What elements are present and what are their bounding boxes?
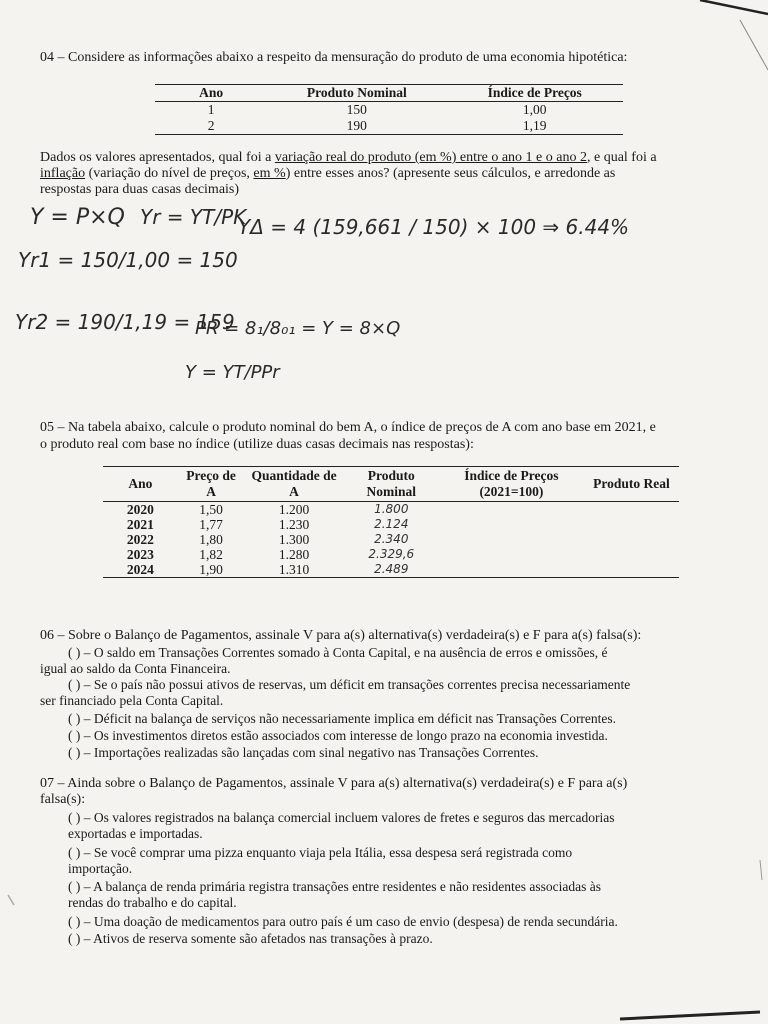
cell: 1,77 bbox=[199, 517, 223, 532]
text: , e qual foi a bbox=[586, 150, 657, 165]
q7-prompt-line1: 07 – Ainda sobre o Balanço de Pagamentos, assinale V para a(s) alternativa(s) verdadeira(s) e F para a(s) bbox=[40, 776, 628, 791]
q7-option-4: ( ) – Uma doação de medicamentos para outro país é um caso de envio (despesa) de renda secundária. bbox=[68, 914, 618, 929]
cell: 190 bbox=[267, 118, 446, 135]
cell: 2 bbox=[155, 118, 267, 135]
q6-option-1-line1: ( ) – O saldo em Transações Correntes somado à Conta Capital, e na ausência de erros e omissões, é bbox=[68, 645, 608, 660]
cell: 1.230 bbox=[278, 517, 310, 532]
cell: 1,82 bbox=[199, 547, 223, 562]
underlined-text: em % bbox=[253, 166, 286, 181]
handwriting-real-year1: Yr1 = 150/1,00 = 150 bbox=[18, 248, 238, 272]
handwriting-formula-1: Y = P×Q bbox=[30, 205, 125, 230]
q5-header-indice: Índice de Preços (2021=100) bbox=[439, 467, 584, 502]
q7-option-3-line2: rendas do trabalho e do capital. bbox=[68, 895, 237, 910]
q6-option-5: ( ) – Importações realizadas são lançadas com sinal negativo nas Transações Correntes. bbox=[68, 745, 539, 760]
underlined-text: inflação bbox=[40, 166, 86, 181]
handwriting-real-year2: Yr2 = 190/1,19 = 159 bbox=[15, 310, 235, 334]
q4-header-ano: Ano bbox=[155, 85, 267, 102]
q7-prompt-line2: falsa(s): bbox=[40, 792, 86, 807]
q7-option-2-line2: importação. bbox=[68, 861, 133, 876]
handwritten-cell: 2.489 bbox=[344, 562, 439, 578]
cell: 2020 bbox=[126, 502, 154, 517]
q5-header-nominal: Produto Nominal bbox=[344, 467, 439, 502]
cell: 1,80 bbox=[199, 532, 223, 547]
q5-prompt-line1: 05 – Na tabela abaixo, calcule o produto nominal do bem A, o índice de preços de A com ano base em 2021, e bbox=[40, 420, 656, 435]
table-row bbox=[103, 532, 679, 547]
q7-option-5: ( ) – Ativos de reserva somente são afetados nas transações à prazo. bbox=[68, 931, 433, 946]
q5-prompt-line2: o produto real com base no índice (utilize duas casas decimais nas respostas): bbox=[40, 437, 474, 452]
q4-header-indice: Índice de Preços bbox=[446, 85, 623, 102]
q5-header-real: Produto Real bbox=[584, 467, 679, 502]
q4-question-line3: respostas para duas casas decimais) bbox=[40, 182, 240, 197]
handwritten-cell: 2.124 bbox=[374, 517, 409, 531]
cell: 1.300 bbox=[278, 532, 310, 547]
table-row bbox=[155, 118, 623, 135]
handwriting-real-variation: YΔ = 4 (159,661 / 150) × 100 ⇒ 6.44% bbox=[238, 215, 630, 239]
text: Dados os valores apresentados, qual foi a bbox=[40, 150, 275, 165]
q4-header-nominal: Produto Nominal bbox=[267, 85, 446, 102]
q7-option-1-line2: exportadas e importadas. bbox=[68, 826, 203, 841]
cell: 1,50 bbox=[199, 502, 223, 517]
handwriting-formula-2: Yr = YT/PK bbox=[140, 205, 247, 229]
q6-prompt: 06 – Sobre o Balanço de Pagamentos, assinale V para a(s) alternativa(s) verdadeira(s) e F para a(s) falsa(s): bbox=[40, 628, 642, 643]
table-row bbox=[103, 502, 679, 518]
q6-option-4: ( ) – Os investimentos diretos estão associados com interesse de longo prazo na economia investida. bbox=[68, 728, 608, 743]
text: ) entre esses anos? (apresente seus cálculos, e arredonde as bbox=[285, 166, 616, 181]
q5-header-ano: Ano bbox=[103, 467, 178, 502]
cell bbox=[439, 532, 584, 547]
handwriting-price-ratio: PR = 8₁/8₀₁ = Y = 8×Q bbox=[195, 318, 401, 339]
cell: 2022 bbox=[126, 532, 154, 547]
cell bbox=[439, 547, 584, 562]
table-row bbox=[103, 562, 679, 578]
q5-header-quantidade: Quantidade de A bbox=[244, 467, 343, 502]
text: (variação do nível de preços, bbox=[85, 166, 254, 181]
q5-table bbox=[103, 466, 679, 578]
cell bbox=[584, 547, 679, 562]
q7-option-3-line1: ( ) – A balança de renda primária registra transações entre residentes e não residentes associadas às bbox=[68, 879, 602, 894]
q7-option-1-line1: ( ) – Os valores registrados na balança comercial incluem valores de fretes e seguros das mercadorias bbox=[68, 810, 615, 825]
q4-question-line2 bbox=[40, 166, 615, 182]
table-row bbox=[103, 517, 679, 532]
cell bbox=[584, 502, 679, 518]
q4-question-line1 bbox=[40, 150, 657, 166]
q6-option-2-line1: ( ) – Se o país não possui ativos de reservas, um déficit em transações correntes precisa necessariamente bbox=[68, 677, 631, 692]
q6-option-3: ( ) – Déficit na balança de serviços não necessariamente implica em déficit nas Transações Correntes. bbox=[68, 711, 617, 726]
cell: 1.280 bbox=[278, 547, 310, 562]
q4-table bbox=[155, 84, 623, 135]
cell: 1,19 bbox=[446, 118, 623, 135]
cell: 1.200 bbox=[278, 502, 310, 517]
cell bbox=[439, 517, 584, 532]
cell bbox=[584, 562, 679, 578]
cell: 1 bbox=[207, 102, 215, 117]
cell: 1.310 bbox=[244, 562, 343, 578]
q7-option-2-line1: ( ) – Se você comprar uma pizza enquanto viaja pela Itália, essa despesa será registrada como bbox=[68, 845, 573, 860]
q6-option-2-line2: ser financiado pela Conta Capital. bbox=[40, 693, 224, 708]
q5-header-preco: Preço de A bbox=[178, 467, 245, 502]
cell bbox=[439, 562, 584, 578]
cell: 2021 bbox=[126, 517, 154, 532]
cell: 1,00 bbox=[522, 102, 547, 117]
handwritten-cell: 1.800 bbox=[374, 502, 409, 516]
handwriting-real-formula: Y = YT/PPr bbox=[185, 362, 280, 383]
handwritten-cell: 2.329,6 bbox=[368, 547, 415, 561]
handwritten-cell: 2.340 bbox=[374, 532, 409, 546]
table-row bbox=[155, 102, 623, 119]
q6-option-1-line2: igual ao saldo da Conta Financeira. bbox=[40, 661, 231, 676]
q4-prompt: 04 – Considere as informações abaixo a respeito da mensuração do produto de uma economia hipotética: bbox=[40, 50, 628, 65]
cell bbox=[439, 502, 584, 518]
underlined-text: variação real do produto (em %) entre o ano 1 e o ano 2 bbox=[274, 150, 587, 165]
table-row bbox=[103, 547, 679, 562]
cell bbox=[584, 517, 679, 532]
cell bbox=[584, 532, 679, 547]
cell: 2023 bbox=[126, 547, 154, 562]
cell: 1,90 bbox=[178, 562, 245, 578]
cell: 150 bbox=[346, 102, 367, 117]
cell: 2024 bbox=[103, 562, 178, 578]
